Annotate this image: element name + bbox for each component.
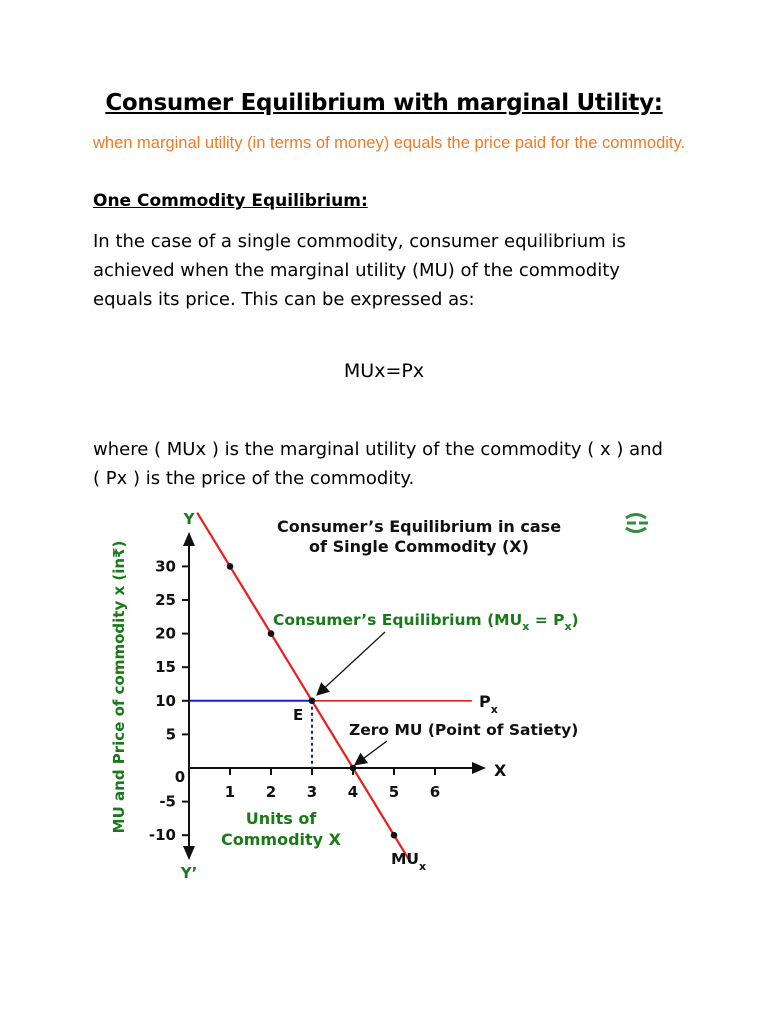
paragraph-intro: In the case of a single commodity, consumer equilibrium is achieved when the marginal utility (MU) of the commodity equals its price. This can be expressed as: — [93, 231, 626, 310]
x-tick-label: 4 — [347, 783, 359, 801]
x-tick-label: 2 — [265, 783, 277, 801]
y-tick-label: 15 — [155, 658, 176, 677]
subtitle-text: when marginal utility (in terms of money) equals the price paid for the commodity. — [93, 134, 686, 152]
y-axis-title: MU and Price of commodity x (in₹) — [110, 540, 128, 834]
y-tick-label: 25 — [155, 591, 176, 609]
y-axis-arrow-up — [183, 532, 195, 546]
y-tick-label: -10 — [148, 826, 176, 845]
equilibrium-point-label: E — [293, 706, 304, 724]
satiety-arrow — [356, 741, 387, 764]
y-axis-arrow-down — [183, 846, 195, 860]
formula: MUx=Px — [343, 360, 425, 382]
x-tick-label: 3 — [306, 783, 318, 801]
y-tick-label: -5 — [159, 792, 176, 811]
x-tick-label: 5 — [388, 783, 400, 801]
section-heading: One Commodity Equilibrium: — [93, 191, 368, 211]
y-axis-top-label: Y — [183, 510, 195, 528]
mux-point — [268, 630, 275, 637]
paragraph-definition: where ( MUx ) is the marginal utility of the commodity ( x ) and ( Px ) is the price of the commodity. — [93, 439, 663, 489]
y-tick-label: 30 — [155, 557, 176, 576]
x-tick-label: 1 — [224, 783, 236, 801]
brand-logo — [625, 515, 648, 532]
x-axis-end-label: X — [494, 761, 507, 780]
page-title: Consumer Equilibrium with marginal Utility: — [105, 90, 663, 116]
y-tick-label: 5 — [165, 725, 176, 744]
x-axis-title-line2: Commodity X — [221, 830, 341, 849]
mux-label: $MU_x$ — [391, 850, 427, 873]
mux-point — [391, 832, 398, 839]
mux-point — [227, 563, 234, 570]
px-label: $P_x$ — [479, 692, 498, 716]
origin-label: 0 — [174, 768, 186, 786]
chart-title-line2: of Single Commodity (X) — [309, 537, 529, 556]
x-axis-title-line1: Units of — [245, 809, 317, 828]
equilibrium-chart — [100, 500, 680, 895]
x-axis-arrow — [472, 762, 486, 774]
y-axis-bottom-label: Y’ — [180, 864, 198, 882]
y-tick-label: 10 — [155, 691, 176, 710]
equilibrium-arrow — [318, 632, 385, 694]
chart-title-line1: Consumer’s Equilibrium in case — [276, 517, 562, 536]
satiety-annotation: Zero MU (Point of Satiety) — [349, 721, 579, 739]
mux-point — [309, 698, 316, 705]
y-tick-label: 20 — [155, 624, 176, 643]
mux-point — [350, 765, 357, 772]
x-tick-label: 6 — [429, 783, 441, 801]
equilibrium-annotation: Consumer’s Equilibrium $(MU_x = P_x)$ — [273, 611, 579, 633]
